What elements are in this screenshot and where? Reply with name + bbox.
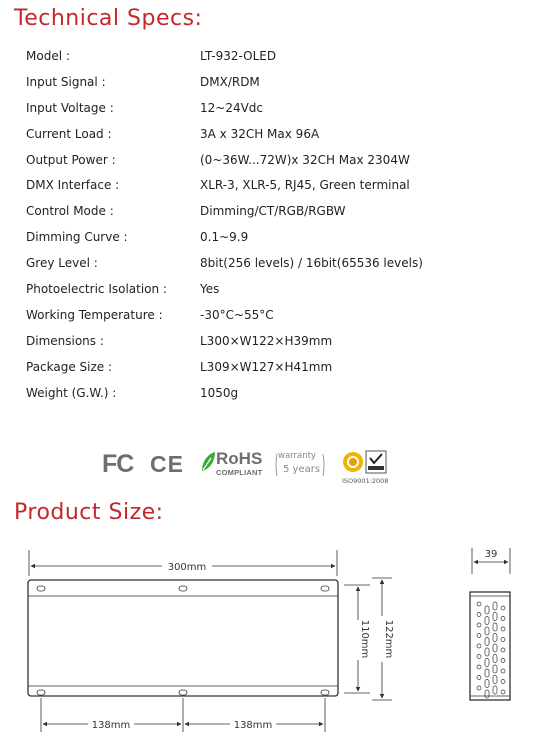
iso-emblem-icon [342,448,402,478]
enclosure-top-view [28,580,338,696]
inner-width-label: 110mm [359,619,370,659]
spec-value: LT-932-OLED [200,49,277,63]
bottom-hole-spacing-dimension [41,698,325,732]
spec-label: Model : [26,49,70,63]
spec-value: -30°C~55°C [200,307,274,322]
spec-value: Yes [200,282,220,297]
spec-label: Input Voltage : [26,100,114,115]
rohs-logo [200,449,262,485]
spec-value: (0~36W...72W)x 32CH Max 2304W [200,152,410,167]
spec-label: Weight (G.W.) : [26,385,117,400]
length-dimension-label: 300mm [167,562,207,573]
technical-specs-heading: Technical Specs: [14,6,203,31]
iso-standard-label: ISO9001:2008 [342,477,389,485]
spec-label: DMX Interface : [26,178,120,193]
hole-spacing-left-label: 138mm [91,720,131,731]
spec-value: 12~24Vdc [200,100,264,115]
spec-label: Working Temperature : [26,307,163,322]
spec-label: Dimming Curve : [26,230,128,245]
product-size-drawing [0,536,560,747]
spec-label: Grey Level : [26,256,98,271]
spec-row [26,227,446,253]
spec-row [26,357,446,383]
side-height-dimension [472,547,510,574]
spec-value: L309×W127×H41mm [200,359,333,374]
spec-row [26,124,446,150]
outer-width-label: 122mm [383,619,394,659]
warranty-badge [274,450,326,480]
spec-table [26,46,446,408]
spec-row [26,201,446,227]
spec-label: Package Size : [26,359,113,374]
spec-value: 0.1~9.9 [200,230,249,245]
spec-label: Output Power : [26,152,116,167]
spec-label: Input Signal : [26,74,106,89]
width-dimensions [344,578,394,700]
leaf-icon [200,451,216,473]
ce-logo: CE [150,451,184,477]
spec-row [26,175,446,201]
spec-value: Dimming/CT/RGB/RGBW [200,204,346,219]
spec-value: L300×W122×H39mm [200,333,333,348]
spec-value: XLR-3, XLR-5, RJ45, Green terminal [200,178,410,193]
product-size-heading: Product Size: [14,500,164,525]
spec-value: 1050g [200,385,239,400]
certification-logos [100,446,400,488]
spec-row [26,305,446,331]
height-dimension-label: 39 [484,549,498,560]
warranty-years: 5 years [283,464,321,475]
warranty-label: warranty [278,451,316,461]
top-length-dimension [29,550,337,576]
spec-label: Dimensions : [26,333,104,348]
spec-row [26,46,446,72]
spec-label: Control Mode : [26,204,114,219]
spec-row [26,253,446,279]
enclosure-side-view [470,592,510,700]
spec-row [26,383,446,409]
spec-row [26,279,446,305]
spec-label: Current Load : [26,126,112,141]
spec-value: 8bit(256 levels) / 16bit(65536 levels) [200,256,423,271]
iso-logo [342,448,402,486]
rohs-label: RoHS [216,449,263,468]
spec-row [26,72,446,98]
spec-row [26,331,446,357]
hole-spacing-right-label: 138mm [233,720,273,731]
spec-row [26,98,446,124]
spec-value: DMX/RDM [200,74,260,89]
spec-value: 3A x 32CH Max 96A [200,126,320,141]
spec-row [26,150,446,176]
rohs-compliant-label: COMPLIANT [216,468,263,477]
spec-label: Photoelectric Isolation : [26,282,167,297]
fc-logo: FC [102,450,134,478]
